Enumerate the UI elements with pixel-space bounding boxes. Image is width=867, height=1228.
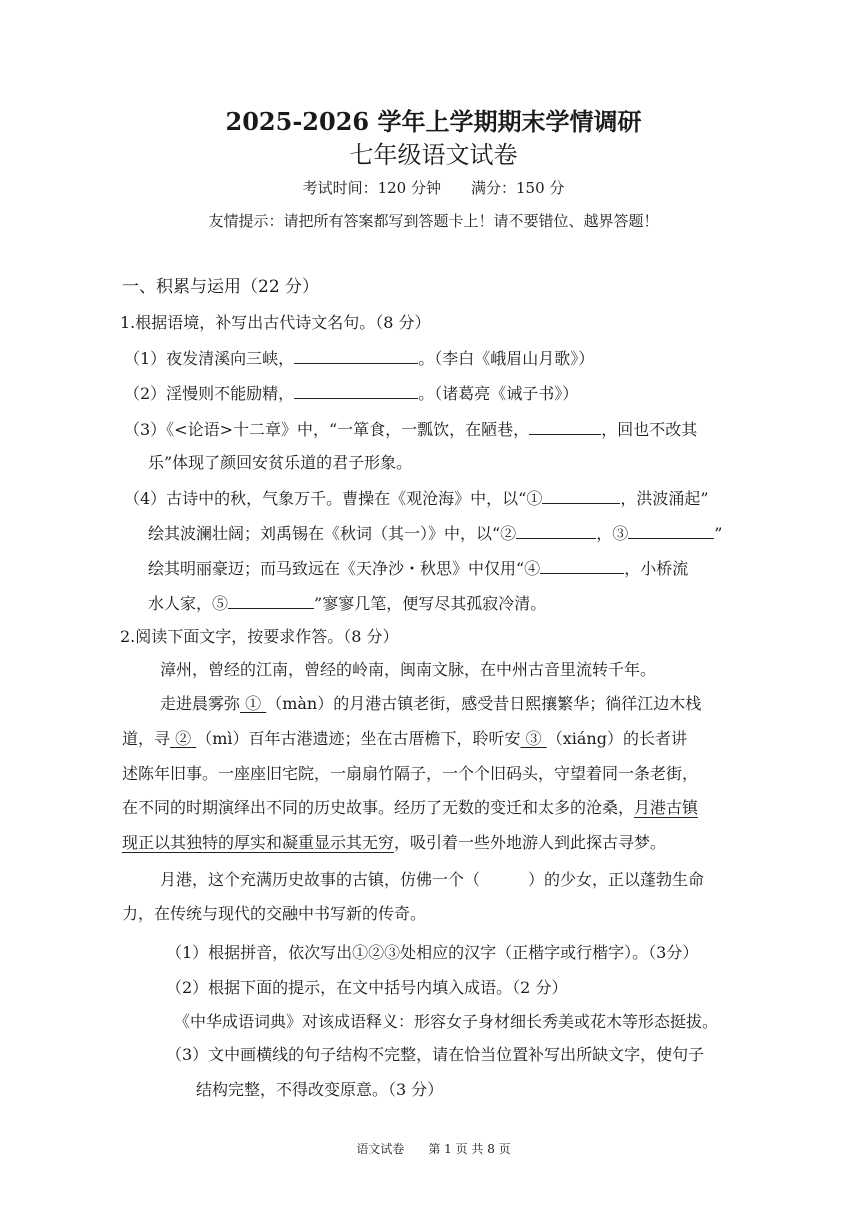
passage-text: （mì）百年古港遗迹；坐在古厝檐下，聆听安: [196, 729, 521, 748]
question-1-item-4: [124, 487, 709, 509]
question-1-item-4-line-2: [148, 522, 722, 544]
blank-marker-1: [240, 694, 266, 713]
passage-paragraph-2-line-2: [122, 729, 687, 749]
exam-subtitle: 七年级语文试卷: [349, 141, 518, 169]
item-text: （4）古诗中的秋，气象万千。曹操在《观沧海》中，以“①: [124, 489, 543, 508]
passage-text: 月港，这个充满历史故事的古镇，仿佛一个（: [160, 870, 481, 889]
exam-info: 考试时间：120 分钟 满分：150 分: [302, 179, 565, 197]
item-text: （1）夜发清溪向三峡，: [124, 349, 295, 368]
question-2-stem: 2.阅读下面文字，按要求作答。（8 分）: [120, 627, 399, 646]
question-2-sub-2: （2）根据下面的提示，在文中括号内填入成语。（2 分）: [166, 978, 568, 997]
item-text: 水人家，⑤: [148, 594, 229, 613]
passage-paragraph-2-line-5: [122, 833, 666, 853]
question-1-item-2: [124, 382, 578, 404]
passage-text: 道，寻: [122, 729, 171, 748]
item-text: ，回也不改其: [601, 420, 698, 439]
passage-text: ）的少女，正以蓬勃生命: [528, 870, 705, 889]
answer-blank: [228, 592, 314, 609]
passage-text: 走进晨雾弥: [160, 694, 241, 713]
question-2-sub-2-hint: 《中华成语词典》对该成语释义：形容女子身材细长秀美或花木等形态挺拔。: [174, 1012, 719, 1031]
blank-number: ②: [175, 729, 192, 748]
item-text: （2）淫慢则不能励精，: [124, 384, 295, 403]
question-2-sub-3: （3）文中画横线的句子结构不完整，请在恰当位置补写出所缺文字，使句子: [166, 1045, 705, 1064]
passage-paragraph-3-line-2: 力，在传统与现代的交融中书写新的传奇。: [122, 904, 427, 923]
page-footer: 语文试卷 第 1 页 共 8 页: [356, 1142, 511, 1156]
item-text: ”寥寥几笔，便写尽其孤寂冷清。: [314, 594, 547, 613]
question-1-item-1: [124, 347, 594, 369]
section-heading: 一、积累与运用（22 分）: [122, 277, 320, 297]
answer-blank: [540, 557, 624, 574]
passage-text: ，吸引着一些外地游人到此探古寻梦。: [394, 833, 667, 852]
answer-blank: [516, 522, 596, 539]
passage-paragraph-3-line-1: [160, 870, 704, 890]
passage-text: 在不同的时期演绎出不同的历史故事。经历了无数的变迁和太多的沧桑，: [122, 798, 635, 817]
underlined-sentence: 月港古镇: [634, 798, 699, 817]
question-2-sub-1: （1）根据拼音，依次写出①②③处相应的汉字（正楷字或行楷字）。（3分）: [166, 943, 699, 962]
blank-marker-2: [170, 729, 196, 748]
answer-blank: [542, 487, 620, 504]
item-text: （3）《<论语>十二章》中，“一箪食，一瓢饮，在陋巷，: [124, 420, 530, 439]
answer-blank: [529, 418, 601, 435]
item-text: ”: [714, 524, 723, 543]
item-text: 绘其明丽豪迈；而马致远在《天净沙・秋思》中仅用“④: [148, 559, 541, 578]
question-2-sub-3-cont: 结构完整，不得改变原意。（3 分）: [196, 1080, 444, 1099]
question-1-item-3: [124, 418, 697, 440]
exam-title: 2025-2026 学年上学期期末学情调研: [225, 107, 642, 136]
blank-number: ①: [245, 694, 262, 713]
passage-paragraph-2-line-1: [160, 694, 701, 714]
question-1-item-4-line-4: [148, 592, 546, 614]
exam-notice: 友情提示：请把所有答案都写到答题卡上！请不要错位、越界答题！: [208, 212, 659, 230]
answer-blank: [628, 522, 714, 539]
underlined-sentence: 现正以其独特的厚实和凝重显示其无穷: [122, 833, 395, 852]
passage-paragraph-1: 漳州，曾经的江南，曾经的岭南，闽南文脉，在中州古音里流转千年。: [160, 660, 657, 679]
passage-text: （xiáng）的长者讲: [546, 729, 687, 748]
answer-blank: [294, 347, 418, 364]
question-1-item-4-line-3: [148, 557, 688, 579]
item-text: 。（诸葛亮《诫子书》）: [418, 384, 579, 403]
passage-paragraph-2-line-3: 述陈年旧事。一座座旧宅院，一扇扇竹隔子，一个个旧码头，守望着同一条老街，: [122, 764, 699, 783]
passage-paragraph-2-line-4: [122, 798, 698, 818]
passage-text: （màn）的月港古镇老街，感受昔日熙攘繁华；徜徉江边木栈: [266, 694, 702, 713]
blank-marker-3: [521, 729, 547, 748]
question-1-item-3-cont: 乐”体现了颜回安贫乐道的君子形象。: [148, 453, 413, 472]
item-text: ，小桥流: [624, 559, 689, 578]
question-1-stem: 1.根据语境，补写出古代诗文名句。（8 分）: [120, 313, 431, 332]
blank-number: ③: [525, 729, 542, 748]
item-text: 。（李白《峨眉山月歌》）: [418, 349, 595, 368]
item-text: 绘其波澜壮阔；刘禹锡在《秋词（其一）》中，以“②: [148, 524, 517, 543]
answer-blank: [294, 382, 418, 399]
item-text: ，洪波涌起”: [620, 489, 709, 508]
item-text: ，③: [596, 524, 629, 543]
